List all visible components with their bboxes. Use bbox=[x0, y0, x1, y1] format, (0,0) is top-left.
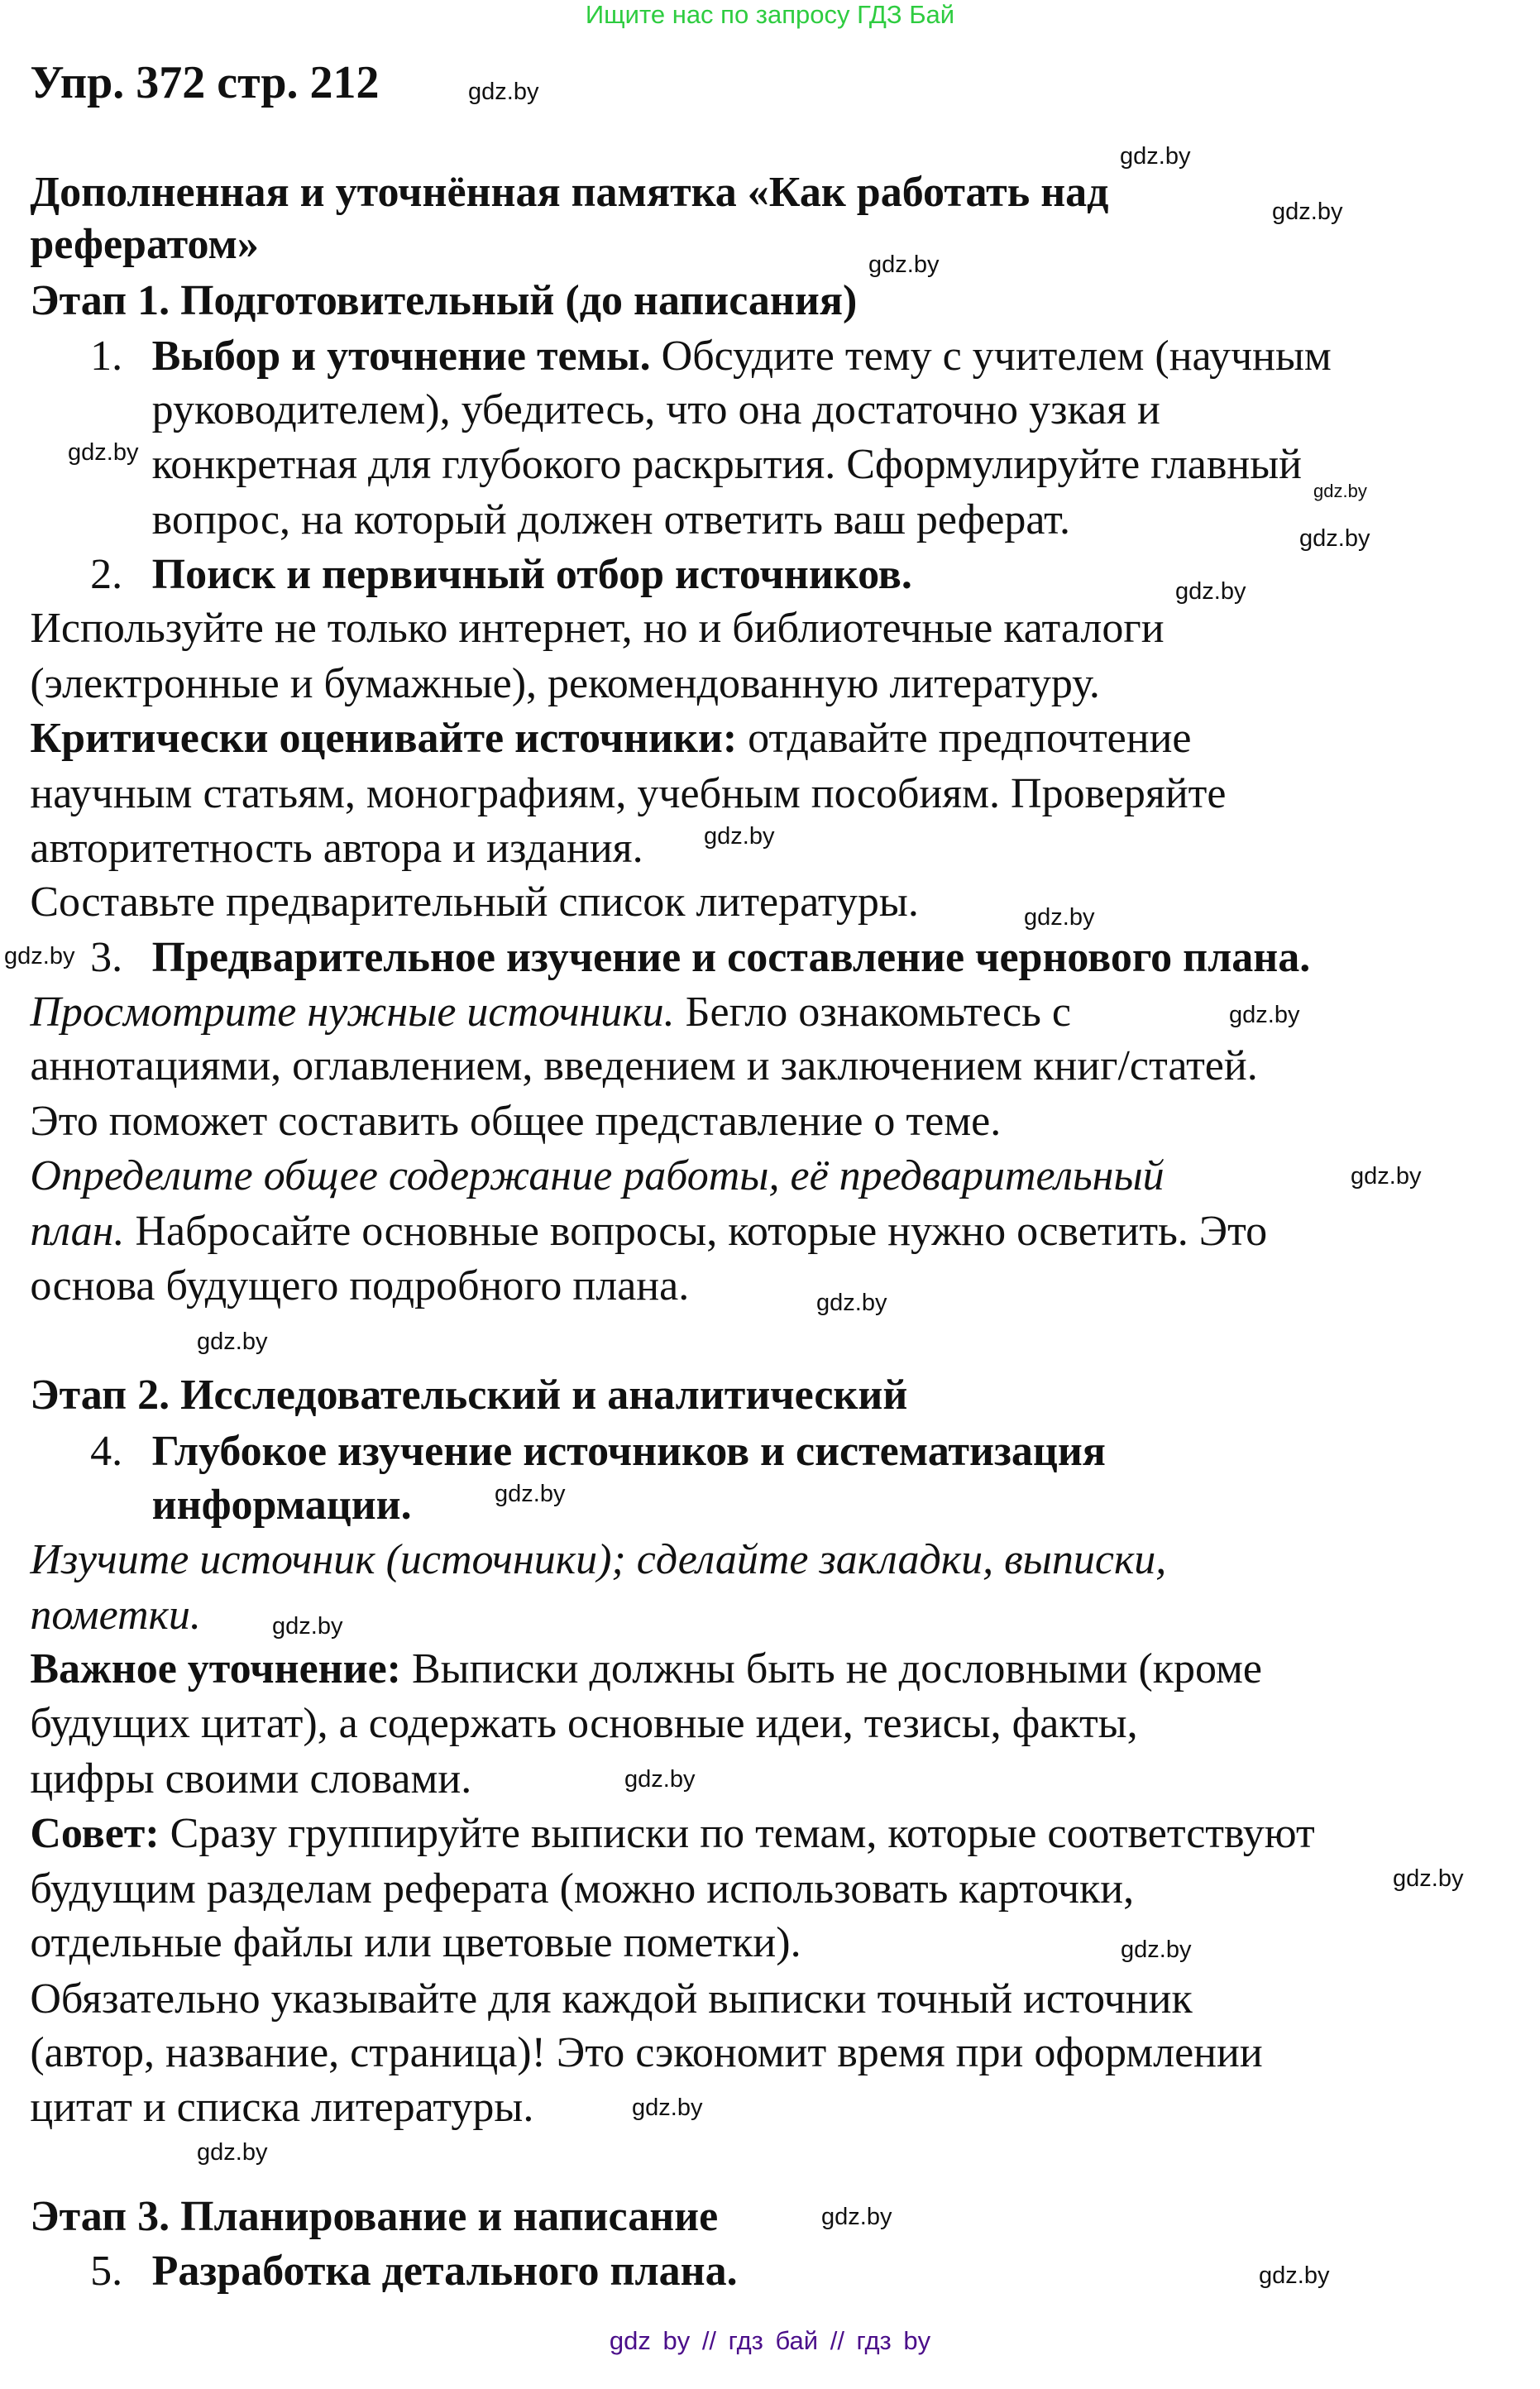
watermark-label: gdz.by bbox=[197, 2139, 268, 2166]
text: Набросайте основные вопросы, которые нужно осветить. Это bbox=[124, 1208, 1268, 1256]
text-line bbox=[30, 1097, 1001, 1147]
text-line bbox=[152, 332, 1332, 381]
text: конкретная для глубокого раскрытия. Сформулируйте главный bbox=[151, 440, 1303, 488]
bold-text: Предварительное изучение и составление чернового плана. bbox=[151, 934, 1311, 982]
text-line bbox=[30, 1151, 1164, 1201]
bold-text: Дополненная и уточнённая памятка «Как работать над bbox=[30, 168, 1109, 216]
text-line bbox=[30, 1918, 801, 1968]
watermark-label: gdz.by bbox=[624, 1766, 696, 1793]
watermark-label: gdz.by bbox=[68, 439, 139, 466]
bold-text: информации. bbox=[151, 1482, 412, 1530]
text-line bbox=[152, 496, 1070, 545]
text-line bbox=[152, 1481, 412, 1530]
text-line bbox=[152, 2247, 738, 2296]
bold-text: Этап 2. Исследовательский и аналитический bbox=[30, 1372, 908, 1420]
bold-text: Этап 1. Подготовительный (до написания) bbox=[30, 276, 858, 324]
text: Бегло ознакомьтесь с bbox=[674, 988, 1071, 1036]
text-line bbox=[152, 440, 1302, 490]
text: Используйте не только интернет, но и библиотечные каталоги bbox=[30, 605, 1165, 653]
text: (автор, название, страница)! Это сэкономит время при оформлении bbox=[30, 2029, 1263, 2077]
list-number: 4. bbox=[90, 1427, 123, 1475]
text-line bbox=[152, 1427, 1106, 1477]
italic-text: Определите общее содержание работы, её предварительный bbox=[30, 1151, 1165, 1199]
text-line bbox=[30, 988, 1071, 1037]
bold-text: Поиск и первичный отбор источников. bbox=[151, 550, 912, 598]
text: Выписки должны быть не дословными (кроме bbox=[401, 1645, 1263, 1693]
text-line bbox=[30, 1699, 1137, 1749]
watermark-label: gdz.by bbox=[1121, 1937, 1192, 1963]
text: отдавайте предпочтение bbox=[737, 714, 1192, 762]
watermark-label: gdz.by bbox=[1313, 481, 1367, 501]
text: научным статьям, монографиям, учебным пособиям. Проверяйте bbox=[30, 770, 1227, 818]
text-line bbox=[30, 1207, 1267, 1257]
text: отдельные файлы или цветовые пометки). bbox=[30, 1919, 801, 1967]
list-number: 2. bbox=[90, 550, 123, 598]
watermark-label: gdz.by bbox=[1351, 1163, 1422, 1190]
text-line bbox=[30, 604, 1164, 654]
bold-text: Упр. 372 стр. 212 bbox=[30, 57, 380, 108]
list-number: 1. bbox=[90, 332, 123, 380]
text-line bbox=[30, 2192, 718, 2242]
text: (электронные и бумажные), рекомендованную литературу. bbox=[30, 660, 1100, 708]
italic-text: Просмотрите нужные источники. bbox=[30, 988, 675, 1036]
text-line bbox=[30, 824, 643, 874]
text-line bbox=[30, 1535, 1166, 1585]
italic-text: пометки. bbox=[30, 1591, 201, 1639]
text-line bbox=[152, 385, 1160, 435]
text: Составьте предварительный список литературы. bbox=[30, 879, 919, 926]
text: цитат и списка литературы. bbox=[30, 2083, 534, 2131]
bold-text: Совет: bbox=[30, 1809, 160, 1857]
bold-text: Глубокое изучение источников и систематизация bbox=[151, 1427, 1106, 1475]
watermark-label: gdz.by bbox=[821, 2204, 892, 2230]
text-line bbox=[30, 1041, 1257, 1091]
text-line bbox=[30, 1755, 471, 1804]
text: Это поможет составить общее представление о теме. bbox=[30, 1098, 1002, 1146]
watermark-label: gdz.by bbox=[632, 2095, 703, 2121]
text-line bbox=[30, 1975, 1192, 2024]
text-line bbox=[30, 1645, 1262, 1694]
watermark-label: gdz.by bbox=[468, 79, 539, 105]
text-line bbox=[30, 2028, 1262, 2078]
watermark-label: gdz.by bbox=[1120, 143, 1191, 170]
watermark-label: gdz.by bbox=[1299, 525, 1370, 552]
watermark-label: gdz.by bbox=[1024, 904, 1095, 931]
text-line bbox=[30, 2083, 533, 2133]
bold-text: Важное уточнение: bbox=[30, 1645, 401, 1693]
list-number: 5. bbox=[90, 2247, 123, 2295]
page-title bbox=[30, 58, 379, 108]
text: руководителем), убедитесь, что она достаточно узкая и bbox=[151, 386, 1160, 434]
text: Обязательно указывайте для каждой выписки точный источник bbox=[30, 1975, 1193, 2023]
watermark-label: gdz.by bbox=[1272, 199, 1343, 225]
text: цифры своими словами. bbox=[30, 1755, 472, 1803]
watermark-label: gdz.by bbox=[816, 1290, 887, 1316]
text: аннотациями, оглавлением, введением и заключением книг/статей. bbox=[30, 1042, 1258, 1090]
text-line bbox=[30, 1262, 689, 1311]
text-line bbox=[30, 659, 1100, 709]
watermark-label: gdz.by bbox=[704, 823, 775, 850]
text: вопрос, на который должен ответить ваш реферат. bbox=[151, 496, 1070, 544]
watermark-label: gdz.by bbox=[1175, 578, 1246, 605]
text: основа будущего подробного плана. bbox=[30, 1262, 690, 1309]
bold-text: Критически оценивайте источники: bbox=[30, 714, 738, 762]
watermark-label: gdz.by bbox=[1259, 2262, 1330, 2289]
text: Обсудите тему с учителем (научным bbox=[650, 332, 1332, 380]
bold-text: Этап 3. Планирование и написание bbox=[30, 2193, 719, 2241]
italic-text: Изучите источник (источники); сделайте закладки, выписки, bbox=[30, 1535, 1167, 1583]
watermark-label: gdz.by bbox=[4, 943, 75, 969]
text-line bbox=[152, 933, 1311, 983]
text-line bbox=[30, 168, 1108, 218]
bold-text: Выбор и уточнение темы. bbox=[151, 332, 651, 380]
watermark-label: gdz.by bbox=[868, 251, 940, 278]
text: авторитетность автора и издания. bbox=[30, 824, 643, 872]
text-line bbox=[30, 276, 857, 326]
text-line bbox=[30, 1591, 200, 1640]
footer-links[interactable]: gdz by // гдз бай // гдз by bbox=[609, 2326, 931, 2355]
bold-text: Разработка детального плана. bbox=[151, 2247, 738, 2295]
text-line bbox=[30, 878, 918, 927]
watermark-label: gdz.by bbox=[197, 1329, 268, 1355]
search-banner[interactable]: Ищите нас по запросу ГДЗ Бай bbox=[585, 0, 955, 29]
watermark-label: gdz.by bbox=[272, 1613, 343, 1640]
list-number: 3. bbox=[90, 934, 123, 982]
text-line bbox=[30, 220, 259, 270]
text: Сразу группируйте выписки по темам, которые соответствуют bbox=[159, 1809, 1315, 1857]
watermark-label: gdz.by bbox=[495, 1481, 566, 1507]
text-line bbox=[30, 1371, 907, 1420]
watermark-label: gdz.by bbox=[1229, 1002, 1300, 1028]
text: будущих цитат), а содержать основные идеи, тезисы, факты, bbox=[30, 1699, 1138, 1747]
text-line bbox=[30, 1809, 1314, 1859]
watermark-label: gdz.by bbox=[1393, 1865, 1464, 1892]
text-line bbox=[30, 769, 1226, 819]
bold-text: рефератом» bbox=[30, 221, 259, 269]
text-line bbox=[30, 714, 1191, 764]
text: будущим разделам реферата (можно использовать карточки, bbox=[30, 1865, 1135, 1913]
text-line bbox=[152, 550, 912, 600]
text-line bbox=[30, 1865, 1134, 1914]
italic-text: план. bbox=[30, 1208, 125, 1256]
